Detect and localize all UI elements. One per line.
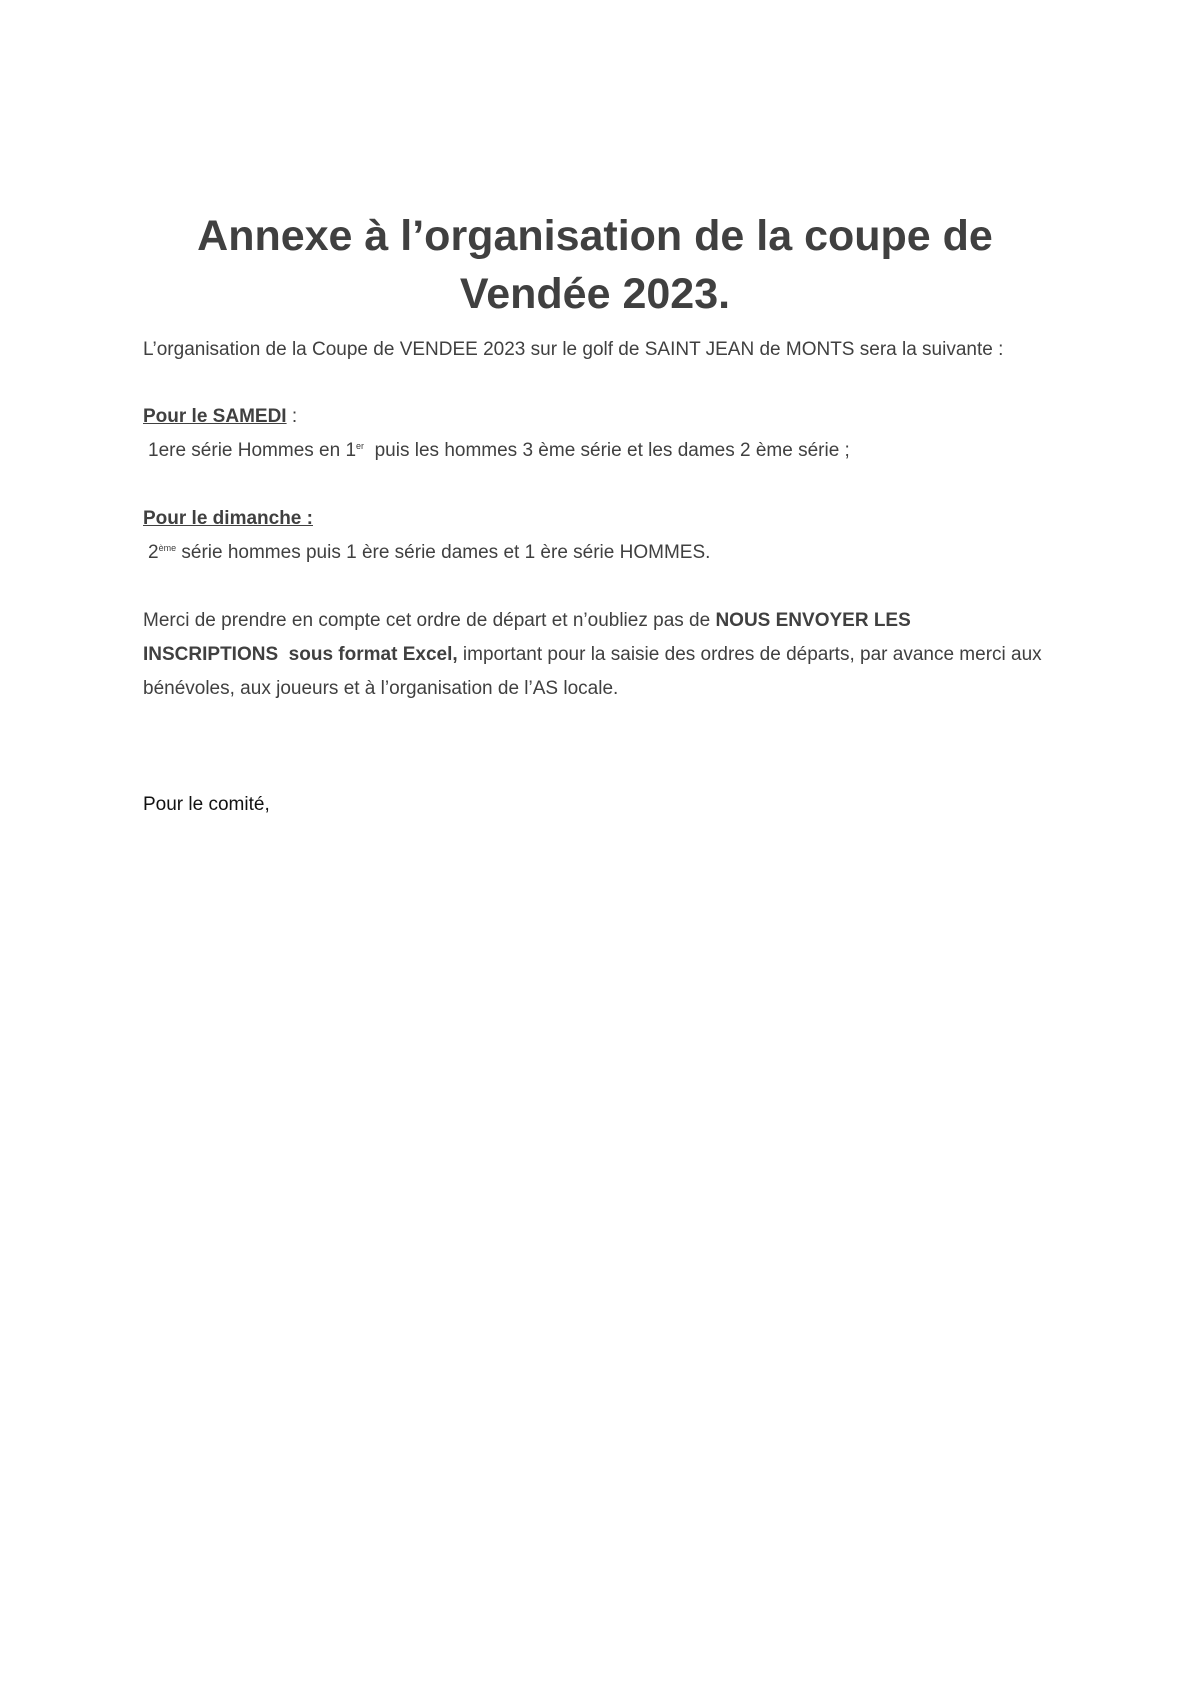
samedi-schedule-line — [143, 434, 1043, 468]
samedi-schedule-text-b: puis les hommes 3 ème série et les dames 2 ème série ; — [364, 440, 850, 461]
samedi-heading-suffix: : — [286, 406, 298, 427]
samedi-schedule-superscript: er — [356, 441, 365, 451]
merci-paragraph — [143, 604, 1043, 706]
dimanche-schedule-text-b: série hommes puis 1 ère série dames et 1 ère série HOMMES. — [176, 542, 711, 563]
dimanche-section — [143, 502, 1043, 570]
dimanche-schedule-line — [143, 536, 1043, 570]
dimanche-schedule-text-a: 2 — [148, 542, 159, 563]
document-title-line-1: Annexe à l’organisation de la coupe de — [197, 211, 993, 260]
intro-paragraph: L’organisation de la Coupe de VENDEE 2023 sur le golf de SAINT JEAN de MONTS sera la suivante : — [143, 339, 1004, 360]
dimanche-heading: Pour le dimanche : — [143, 508, 313, 529]
dimanche-heading-line — [143, 502, 1043, 536]
dimanche-schedule-superscript: ème — [158, 543, 177, 553]
samedi-schedule-text-a: 1ere série Hommes en 1 — [148, 440, 357, 461]
document-title-line-2: Vendée 2023. — [459, 269, 731, 318]
signature-line: Pour le comité, — [143, 794, 270, 815]
merci-text-b: important pour la saisie des ordres de départs, par avance merci aux bénévoles, aux joueurs et à l’organisation de l’AS locale. — [143, 644, 1042, 699]
samedi-heading-line — [143, 400, 1043, 434]
samedi-section — [143, 400, 1043, 468]
merci-text-a: Merci de prendre en compte cet ordre de départ et n’oubliez pas de — [143, 610, 716, 631]
merci-bold-request: NOUS ENVOYER LES INSCRIPTIONS sous format Excel, — [143, 610, 917, 665]
document-title — [143, 207, 1047, 323]
samedi-heading: Pour le SAMEDI — [143, 406, 287, 427]
